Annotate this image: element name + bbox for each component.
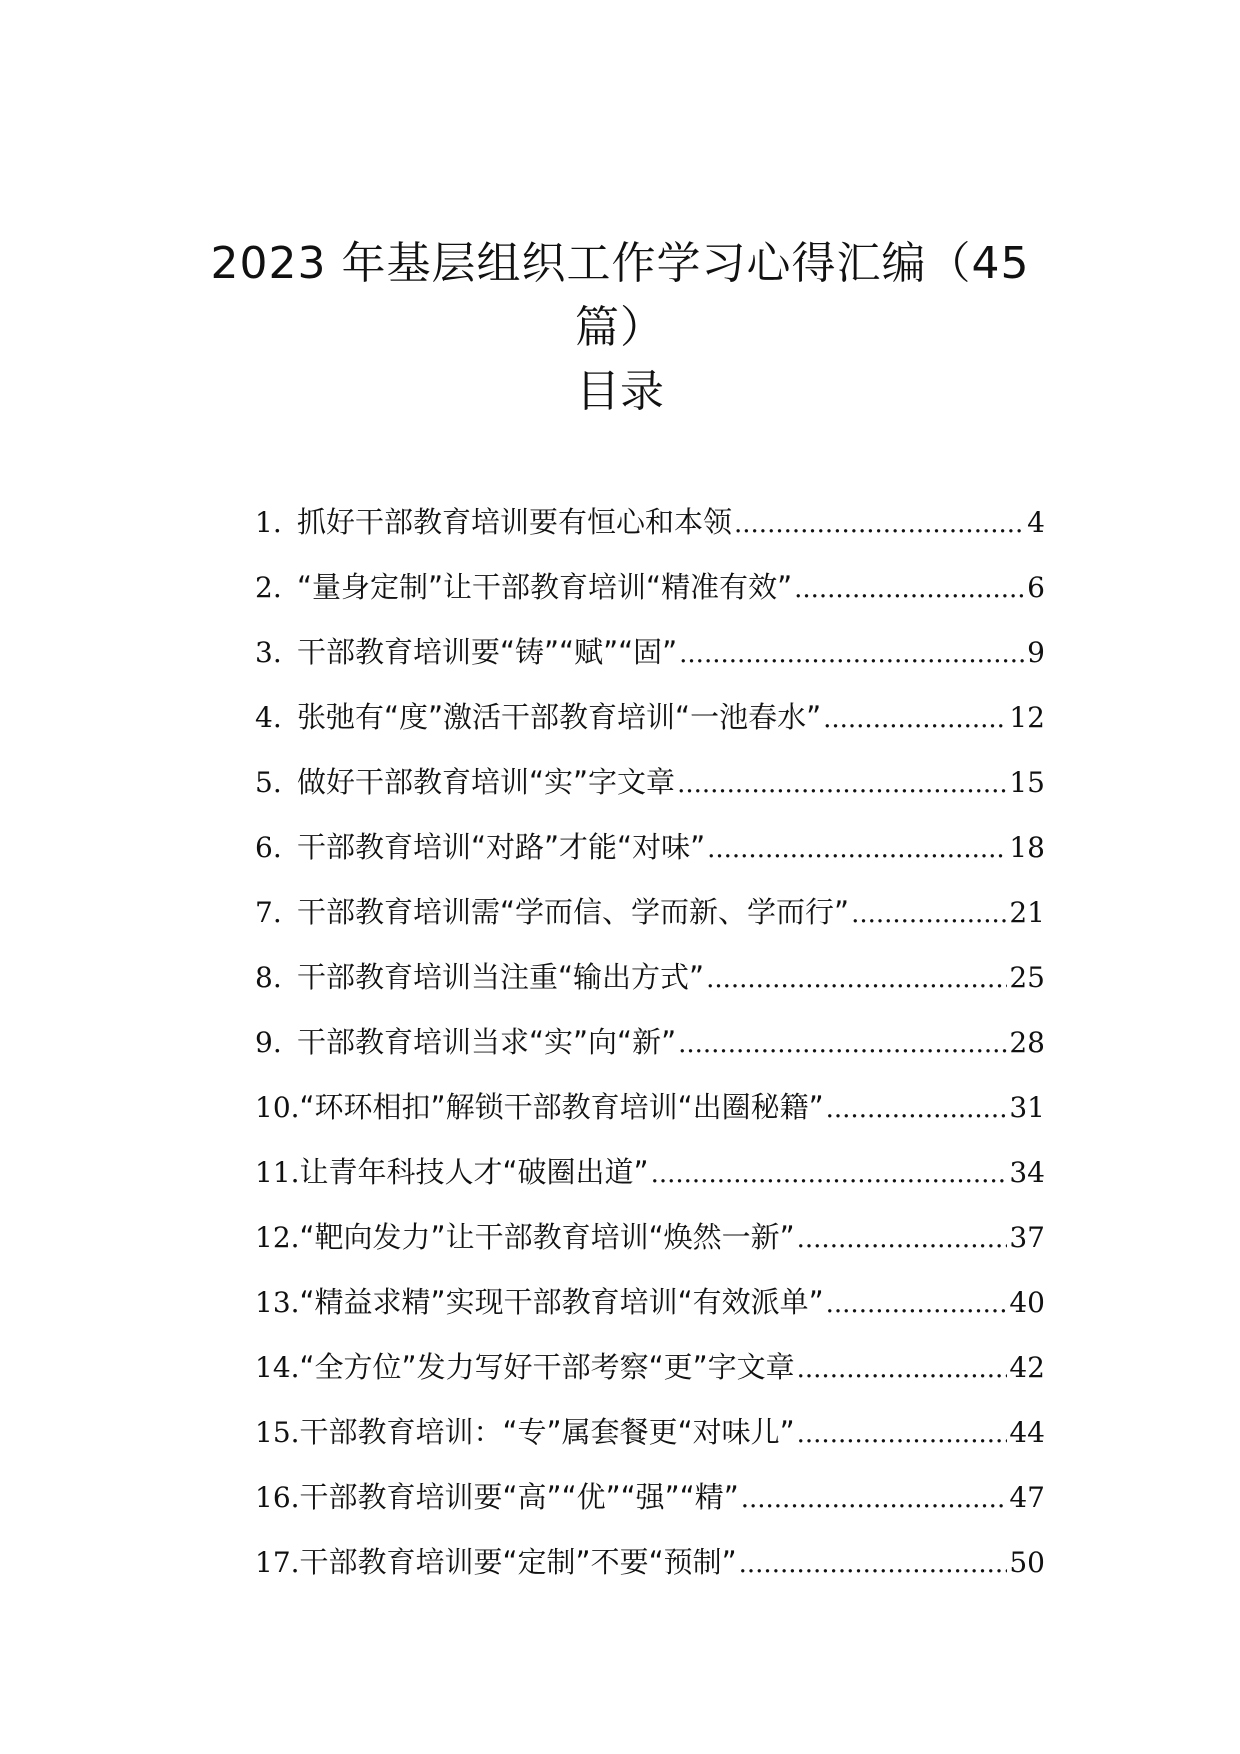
toc-entry-title: 干部教育培训要“铸”“赋”“固” <box>297 635 678 669</box>
toc-entry-page: 25 <box>1009 961 1045 994</box>
toc-entry-number: 17. <box>255 1546 300 1579</box>
toc-entry-page: 9 <box>1027 636 1045 669</box>
toc-entry-title: 让青年科技人才“破圈出道” <box>299 1155 649 1189</box>
toc-entry[interactable] <box>255 760 1045 825</box>
document-title-line-1: 2023 年基层组织工作学习心得汇编（45 <box>210 238 1030 289</box>
toc-dot-leader <box>823 704 1007 734</box>
toc-dot-leader <box>706 964 1007 994</box>
toc-dot-leader <box>797 1419 1008 1449</box>
toc-entry-title: 干部教育培训当注重“输出方式” <box>297 960 705 994</box>
toc-entry[interactable] <box>255 1410 1045 1475</box>
toc-entry-number: 4. <box>255 701 282 734</box>
toc-entry-title: 干部教育培训当求“实”向“新” <box>297 1025 677 1059</box>
toc-entry-page: 34 <box>1009 1156 1045 1189</box>
toc-entry[interactable] <box>255 1540 1045 1605</box>
toc-entry-title: 做好干部教育培训“实”字文章 <box>297 765 676 799</box>
table-of-contents <box>255 500 1045 1605</box>
toc-entry[interactable] <box>255 565 1045 630</box>
toc-entry-number: 5. <box>255 766 282 799</box>
toc-entry-page: 44 <box>1009 1416 1045 1449</box>
toc-entry-page: 40 <box>1009 1286 1045 1319</box>
toc-entry-title: “量身定制”让干部教育培训“精准有效” <box>297 570 793 604</box>
toc-entry-title: 干部教育培训需“学而信、学而新、学而行” <box>297 895 850 929</box>
toc-entry-title: “精益求精”实现干部教育培训“有效派单” <box>299 1285 824 1319</box>
toc-entry-page: 37 <box>1009 1221 1045 1254</box>
toc-entry-title: 干部教育培训要“高”“优”“强”“精” <box>299 1480 739 1514</box>
toc-entry[interactable] <box>255 695 1045 760</box>
toc-entry-title: 干部教育培训：“专”属套餐更“对味儿” <box>299 1415 795 1449</box>
toc-entry-number: 16. <box>255 1481 300 1514</box>
toc-dot-leader <box>734 509 1025 539</box>
toc-entry[interactable] <box>255 1020 1045 1085</box>
toc-dot-leader <box>679 639 1025 669</box>
toc-entry-number: 13. <box>255 1286 300 1319</box>
toc-entry-number: 8. <box>255 961 282 994</box>
toc-entry-page: 47 <box>1009 1481 1045 1514</box>
toc-entry-page: 6 <box>1027 571 1045 604</box>
toc-entry-number: 6. <box>255 831 282 864</box>
toc-entry[interactable] <box>255 1280 1045 1345</box>
toc-entry-page: 31 <box>1009 1091 1045 1124</box>
toc-dot-leader <box>677 769 1007 799</box>
toc-entry[interactable] <box>255 955 1045 1020</box>
toc-entry-title: 干部教育培训要“定制”不要“预制” <box>299 1545 737 1579</box>
toc-entry-number: 14. <box>255 1351 300 1384</box>
toc-entry[interactable] <box>255 1475 1045 1540</box>
toc-dot-leader <box>739 1549 1008 1579</box>
toc-entry[interactable] <box>255 1150 1045 1215</box>
toc-entry[interactable] <box>255 630 1045 695</box>
toc-dot-leader <box>797 1354 1008 1384</box>
toc-dot-leader <box>794 574 1025 604</box>
toc-dot-leader <box>678 1029 1007 1059</box>
document-title-line-2: 篇） <box>575 302 665 353</box>
toc-entry-number: 7. <box>255 896 282 929</box>
toc-entry-number: 15. <box>255 1416 300 1449</box>
toc-entry-page: 15 <box>1009 766 1045 799</box>
toc-entry-number: 11. <box>255 1156 300 1189</box>
toc-entry-number: 1. <box>255 506 282 539</box>
toc-entry[interactable] <box>255 825 1045 890</box>
toc-entry-page: 28 <box>1009 1026 1045 1059</box>
toc-heading: 目录 <box>576 366 664 417</box>
toc-entry[interactable] <box>255 1345 1045 1410</box>
toc-entry-title: “靶向发力”让干部教育培训“焕然一新” <box>299 1220 795 1254</box>
toc-entry-title: 干部教育培训“对路”才能“对味” <box>297 830 706 864</box>
toc-entry-title: 抓好干部教育培训要有恒心和本领 <box>297 505 733 539</box>
toc-entry[interactable] <box>255 500 1045 565</box>
toc-dot-leader <box>826 1094 1008 1124</box>
toc-dot-leader <box>651 1159 1008 1189</box>
toc-entry-page: 42 <box>1009 1351 1045 1384</box>
toc-entry-title: “环环相扣”解锁干部教育培训“出圈秘籍” <box>299 1090 824 1124</box>
toc-entry-number: 10. <box>255 1091 300 1124</box>
toc-entry-number: 12. <box>255 1221 300 1254</box>
document-title <box>200 232 1040 360</box>
toc-dot-leader <box>851 899 1007 929</box>
toc-entry-page: 12 <box>1009 701 1045 734</box>
toc-entry-number: 2. <box>255 571 282 604</box>
toc-entry-page: 21 <box>1009 896 1045 929</box>
toc-entry[interactable] <box>255 1085 1045 1150</box>
toc-entry-page: 4 <box>1027 506 1045 539</box>
toc-entry[interactable] <box>255 1215 1045 1280</box>
toc-dot-leader <box>797 1224 1008 1254</box>
toc-entry-number: 3. <box>255 636 282 669</box>
toc-dot-leader <box>826 1289 1008 1319</box>
toc-dot-leader <box>707 834 1007 864</box>
toc-entry-number: 9. <box>255 1026 282 1059</box>
toc-entry-page: 18 <box>1009 831 1045 864</box>
toc-dot-leader <box>741 1484 1008 1514</box>
toc-entry-title: 张弛有“度”激活干部教育培训“一池春水” <box>297 700 822 734</box>
toc-entry-page: 50 <box>1009 1546 1045 1579</box>
toc-entry[interactable] <box>255 890 1045 955</box>
toc-entry-title: “全方位”发力写好干部考察“更”字文章 <box>299 1350 795 1384</box>
